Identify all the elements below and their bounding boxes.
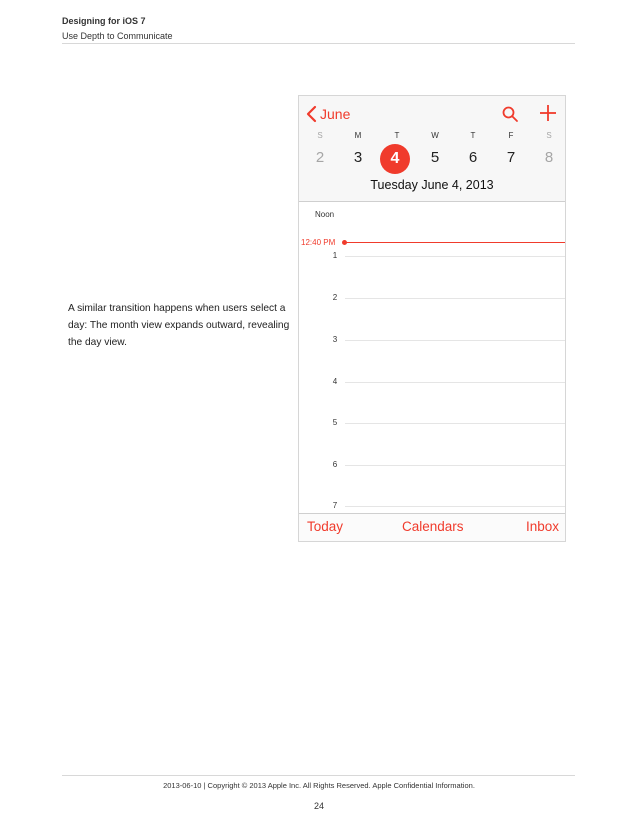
back-button-label: June [320, 106, 351, 122]
selected-date[interactable]: 4 [380, 144, 410, 174]
hour-line [345, 298, 565, 299]
calendars-tab[interactable]: Calendars [402, 519, 464, 534]
weekday-label: T [394, 131, 400, 140]
copyright-notice: 2013-06-10 | Copyright © 2013 Apple Inc. All Rights Reserved. Apple Confidential Information. [163, 781, 475, 790]
hour-line [345, 465, 565, 466]
section-title: Use Depth to Communicate [62, 31, 173, 41]
calendar-tab-bar [299, 513, 565, 541]
date-cell[interactable]: 2 [315, 149, 325, 166]
document-title: Designing for iOS 7 [62, 16, 146, 26]
calendar-header [299, 96, 565, 202]
hour-label: 3 [332, 335, 338, 344]
weekday-label: S [317, 131, 323, 140]
search-icon[interactable] [501, 105, 519, 123]
date-cell[interactable]: 5 [430, 149, 440, 166]
selected-day-title: Tuesday June 4, 2013 [370, 178, 494, 192]
page-number: 24 [313, 801, 324, 811]
back-to-month-button[interactable] [306, 104, 350, 124]
hour-label: 2 [332, 293, 338, 302]
current-time-line [345, 242, 565, 243]
hour-label: 1 [332, 251, 338, 260]
weekday-label: F [508, 131, 514, 140]
weekday-label: T [470, 131, 476, 140]
hour-label: 5 [332, 418, 338, 427]
today-tab[interactable]: Today [307, 519, 344, 534]
hour-line [345, 506, 565, 507]
weekday-label: M [354, 131, 362, 140]
body-paragraph: A similar transition happens when users select a day: The month view expands outward, revealing the day view. [68, 303, 290, 349]
header-divider [62, 43, 575, 44]
chevron-left-icon [306, 105, 317, 123]
hour-label: 6 [332, 460, 338, 469]
weekday-label: W [431, 131, 439, 140]
hour-line [345, 382, 565, 383]
hour-label: 7 [332, 501, 338, 510]
plus-icon[interactable] [539, 104, 557, 122]
date-cell[interactable]: 6 [468, 149, 478, 166]
date-cell[interactable]: 8 [544, 149, 554, 166]
calendar-screenshot [298, 95, 566, 542]
hour-label: 4 [332, 377, 338, 386]
hour-line [345, 256, 565, 257]
weekday-label: S [546, 131, 552, 140]
footer-divider [62, 775, 575, 776]
date-cell[interactable]: 7 [506, 149, 516, 166]
hour-line [345, 340, 565, 341]
inbox-tab[interactable]: Inbox [526, 519, 560, 534]
date-cell[interactable]: 3 [353, 149, 363, 166]
noon-label: Noon [315, 210, 335, 219]
hour-line [345, 423, 565, 424]
current-time-label: 12:40 PM [301, 238, 336, 247]
